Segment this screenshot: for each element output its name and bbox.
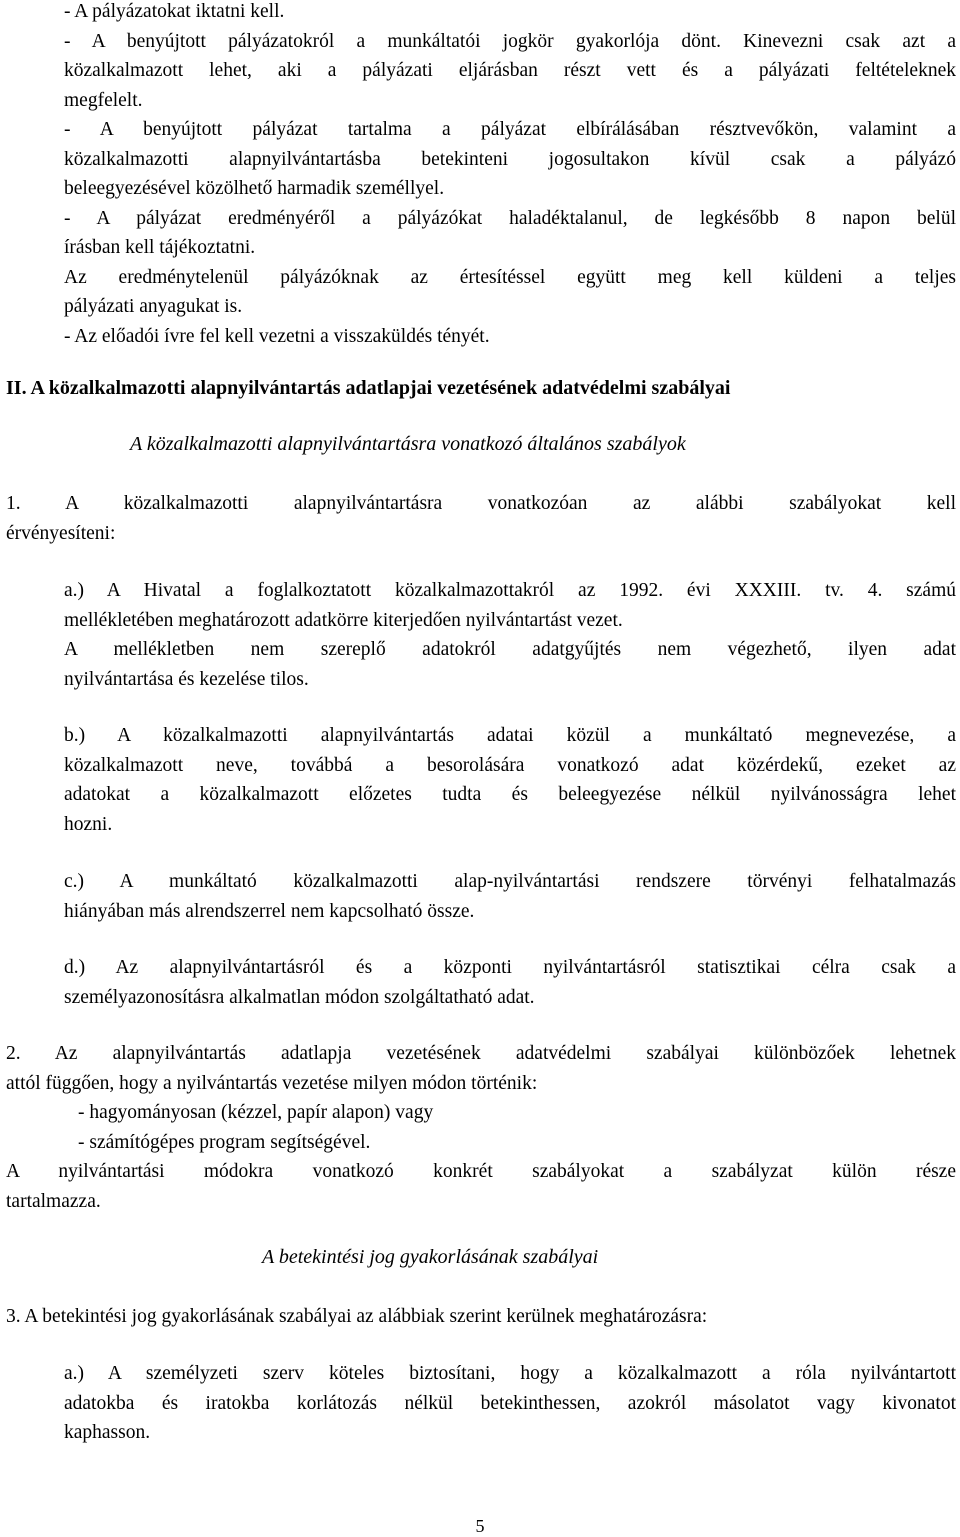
paragraph-3 [6,1302,956,1332]
paragraph-a [64,576,956,694]
text-line: nyilvántartása és kezelése tilos. [64,668,309,690]
text-line: - A pályázat eredményéről a pályázókat haladéktalanul, de legkésőbb 8 napon belül [64,207,956,229]
paragraph-3a [64,1359,956,1448]
subheading-inspection: A betekintési jog gyakorlásának szabályai [262,1246,599,1268]
text-line: - A pályázatokat iktatni kell. [64,1,285,22]
text-line: 3. A betekintési jog gyakorlásának szabályai az alábbiak szerint kerülnek meghatározásra: [6,1306,708,1327]
text-line: hiányában más alrendszerrel nem kapcsolható össze. [64,900,475,922]
text-line: közalkalmazott neve, továbbá a besorolására vonatkozó adat közérdekű, ezeket az [64,754,956,776]
text-line: adatokat a közalkalmazott előzetes tudta és beleegyezése nélkül nyilvánosságra lehet [64,784,956,805]
text-line: pályázati anyagukat is. [64,296,243,317]
text-line: A mellékletben nem szereplő adatokról adatgyűjtés nem végezhető, ilyen adat [64,639,956,660]
list-item: - számítógépes program segítségével. [78,1131,371,1153]
text-line: hozni. [64,813,113,835]
list-item: - hagyományosan (kézzel, papír alapon) vagy [78,1102,434,1123]
text-line: - A benyújtott pályázat tartalma a pályázat elbírálásában résztvevőkön, valamint a [64,119,956,140]
text-line: attól függően, hogy a nyilvántartás vezetése milyen módon történik: [6,1072,538,1094]
text-line: - A benyújtott pályázatokról a munkáltatói jogkör gyakorlója dönt. Kinevezni csak azt a [64,30,956,52]
paragraph-applications [64,0,956,351]
text-line: beleegyezésével közölhető harmadik személlyel. [64,178,445,199]
paragraph-1 [6,489,956,548]
text-line: közalkalmazotti alapnyilvántartásba betekinteni jogosultakon kívül csak a pályázó [64,148,956,170]
section-subheading: A közalkalmazotti alapnyilvántartásra vonatkozó általános szabályok [130,433,686,455]
text-line: megfelelt. [64,89,143,111]
text-line: érvényesíteni: [6,522,116,544]
text-line: írásban kell tájékoztatni. [64,237,256,258]
text-line: b.) A közalkalmazotti alapnyilvántartás adatai közül a munkáltató megnevezése, a [64,725,956,746]
section-heading: II. A közalkalmazotti alapnyilvántartás adatlapjai vezetésének adatvédelmi szabályai [6,377,731,399]
text-line: tartalmazza. [6,1190,101,1212]
text-line: közalkalmazott lehet, aki a pályázati eljárásban részt vett és a pályázati feltételeknek [64,60,956,81]
text-line: Az eredménytelenül pályázóknak az értesítéssel együtt meg kell küldeni a teljes [64,266,956,288]
text-line: 1. A közalkalmazotti alapnyilvántartásra vonatkozóan az alábbi szabályokat kell [6,493,956,514]
text-line: c.) A munkáltató közalkalmazotti alap-nyilvántartási rendszere törvényi felhatalmazás [64,871,956,892]
text-line: személyazonosításra alkalmatlan módon szolgáltatható adat. [64,986,535,1008]
paragraph-2 [6,1039,956,1216]
paragraph-b [64,721,956,839]
text-line: - Az előadói ívre fel kell vezetni a visszaküldés tényét. [64,325,490,347]
text-line: d.) Az alapnyilvántartásról és a központi nyilvántartásról statisztikai célra csak a [64,957,956,978]
paragraph-d [64,953,956,1012]
page-number: 5 [475,1516,485,1536]
text-line: 2. Az alapnyilvántartás adatlapja vezetésének adatvédelmi szabályai különbözőek lehetnek [6,1043,956,1064]
text-line: adatokba és iratokba korlátozás nélkül betekinthessen, azokról másolatot vagy kivonatot [64,1392,956,1414]
text-line: mellékletében meghatározott adatkörre kiterjedően nyilvántartást vezet. [64,609,623,631]
paragraph-c [64,867,956,926]
text-line: a.) A Hivatal a foglalkoztatott közalkalmazottakról az 1992. évi XXXIII. tv. 4. számú [64,580,956,601]
text-line: kaphasson. [64,1422,151,1443]
text-line: A nyilvántartási módokra vonatkozó konkrét szabályokat a szabályzat külön része [6,1161,956,1182]
text-line: a.) A személyzeti szerv köteles biztosítani, hogy a közalkalmazott a róla nyilvántartott [64,1363,956,1384]
